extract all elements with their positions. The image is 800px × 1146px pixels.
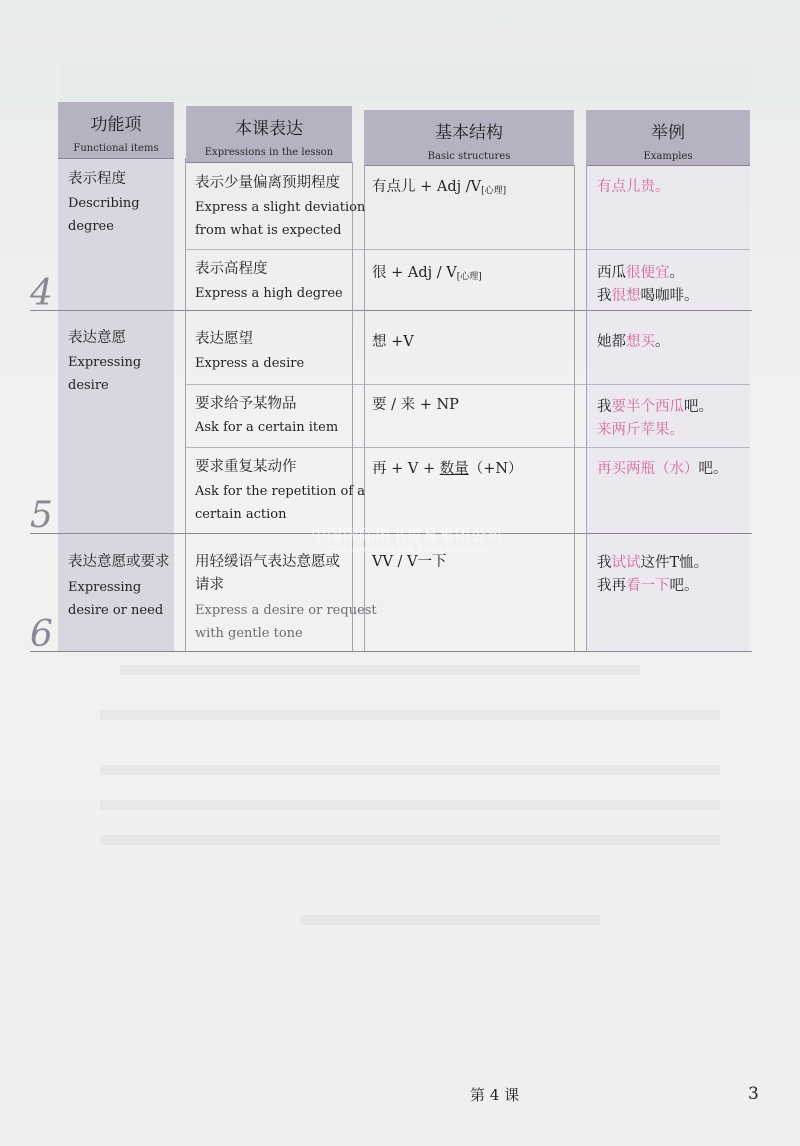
example: 西瓜很便宜。 <box>597 265 684 281</box>
structure: 想 +V <box>372 334 414 350</box>
func-en: Describing <box>68 196 140 211</box>
group-number-6: 6 <box>30 614 53 655</box>
watermark: 中国国际图书贸易集团公司 China International Book Trading Corporation <box>310 526 503 554</box>
header-basic-structures: 基本结构 Basic structures <box>364 110 574 165</box>
func-en: desire or need <box>68 603 164 618</box>
example: 我再看一下吧。 <box>597 578 699 594</box>
example: 再买两瓶（水）吧。 <box>597 461 728 477</box>
column-line <box>352 162 353 651</box>
expr-zh: 要求重复某动作 <box>195 459 297 475</box>
row-divider <box>186 447 750 448</box>
func-en: Expressing <box>68 355 142 370</box>
structure: VV / V一下 <box>372 554 447 570</box>
expr-zh: 表示少量偏离预期程度 <box>195 175 340 191</box>
show-through-text <box>100 710 720 720</box>
structure: 很 + Adj / $V_{[心理]}$ <box>372 265 482 282</box>
page-number: 3 <box>748 1084 759 1104</box>
table-bottom-rule <box>30 651 752 652</box>
group-number-4: 4 <box>30 273 53 314</box>
structure: 要 / 来 + NP <box>372 397 459 413</box>
lesson-label: 第 4 课 <box>470 1086 520 1104</box>
expr-en: Express a desire or request <box>195 603 377 618</box>
func-en: desire <box>68 378 109 393</box>
expr-en: from what is expected <box>195 223 342 238</box>
example: 她都想买。 <box>597 334 670 350</box>
show-through-text <box>120 665 640 675</box>
structure: 有点儿 + Adj $/V_{[心理]}$ <box>372 179 507 196</box>
column-line <box>185 158 186 651</box>
example: 我试试这件T恤。 <box>597 555 709 571</box>
expr-en: Express a slight deviation <box>195 200 366 215</box>
expr-en: Express a high degree <box>195 286 343 301</box>
row-divider <box>186 384 750 385</box>
structure: 再 + V + 数量（+N） <box>372 461 523 477</box>
expr-zh: 表达愿望 <box>195 331 253 347</box>
example: 我很想喝咖啡。 <box>597 288 699 304</box>
expr-en: certain action <box>195 507 287 522</box>
expr-en: Ask for the repetition of a <box>195 484 366 499</box>
func-zh: 表达意愿 <box>68 330 126 346</box>
expr-zh: 用轻缓语气表达意愿或 <box>195 554 340 570</box>
header-examples: 举例 Examples <box>586 110 750 165</box>
column-line <box>586 165 587 651</box>
func-zh: 表达意愿或要求 <box>68 554 170 570</box>
column-line <box>364 165 365 651</box>
expr-en: Ask for a certain item <box>195 420 339 435</box>
func-en: degree <box>68 219 114 234</box>
show-through-text <box>100 835 720 845</box>
expr-zh: 要求给予某物品 <box>195 396 297 412</box>
header-functional-items: 功能项 Functional items <box>58 102 174 158</box>
show-through-text <box>100 765 720 775</box>
row-divider <box>186 249 750 250</box>
column-line <box>574 165 575 651</box>
expr-en: Express a desire <box>195 356 305 371</box>
expr-zh: 请求 <box>195 577 224 593</box>
show-through-text <box>100 800 720 810</box>
func-en: Expressing <box>68 580 142 595</box>
header-expressions: 本课表达 Expressions in the lesson <box>186 106 352 162</box>
example: 来两斤苹果。 <box>597 422 684 438</box>
example: 我要半个西瓜吧。 <box>597 399 713 415</box>
func-zh: 表示程度 <box>68 171 126 187</box>
show-through-text <box>300 915 600 925</box>
group-number-5: 5 <box>30 495 53 536</box>
expr-en: with gentle tone <box>195 626 303 641</box>
show-through-band <box>60 62 750 102</box>
example: 有点儿贵。 <box>597 179 670 195</box>
expr-zh: 表示高程度 <box>195 261 268 277</box>
group-divider <box>30 310 752 311</box>
